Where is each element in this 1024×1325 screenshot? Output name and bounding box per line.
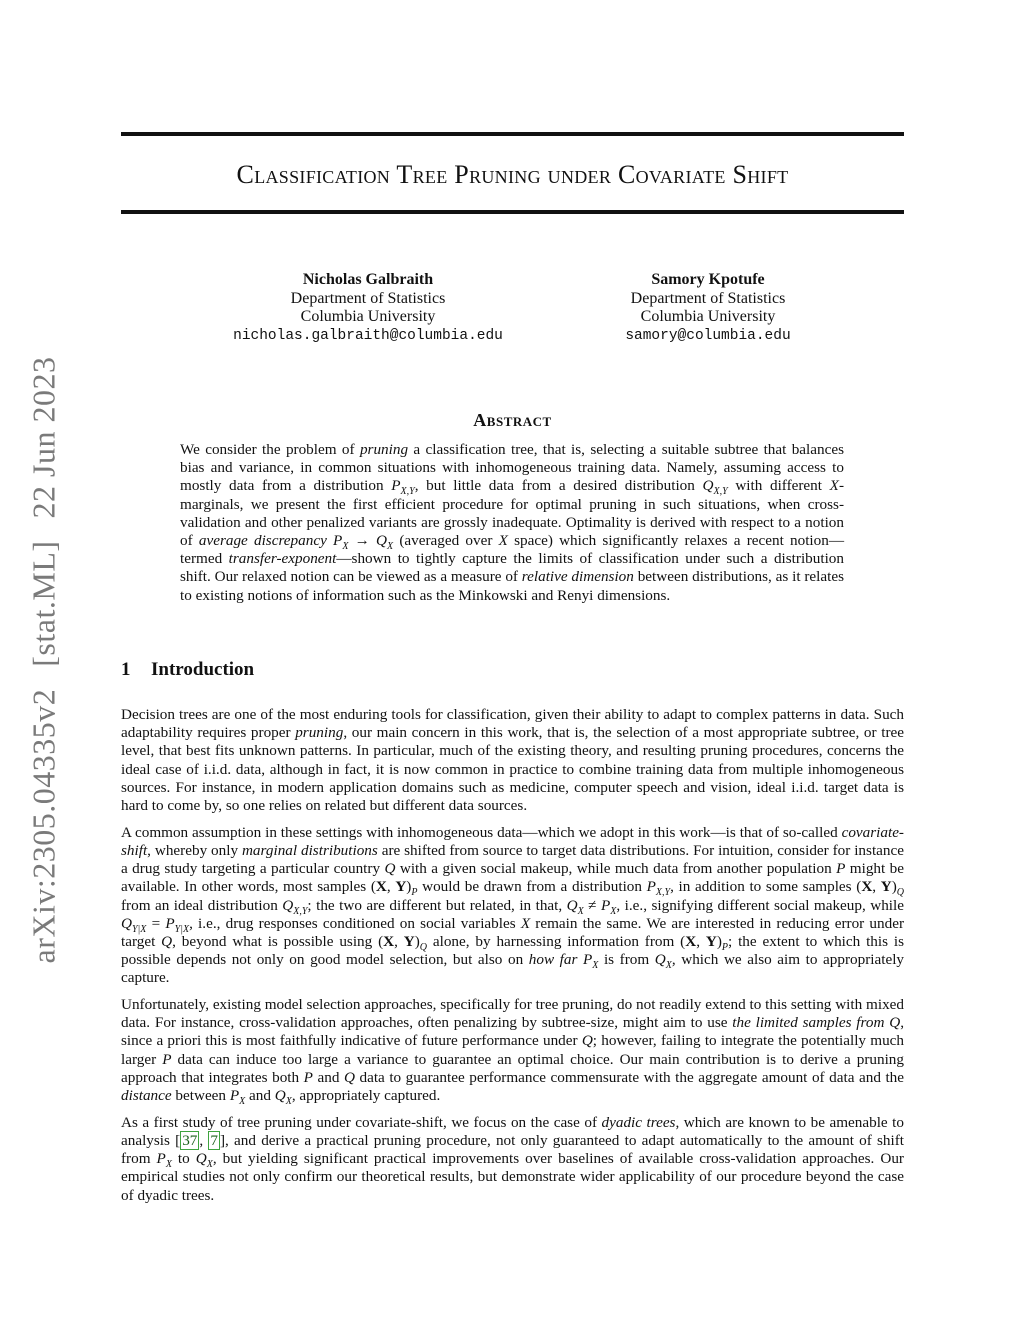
- section-heading: [121, 659, 254, 681]
- author-university: Columbia University: [640, 308, 776, 325]
- arxiv-date: 22 Jun 2023: [25, 356, 62, 519]
- title-rule-top: [121, 132, 904, 136]
- section-number: 1: [121, 659, 131, 680]
- paragraph: As a first study of tree pruning under covariate-shift, we focus on the case of dyadic trees, which are known to be amenable to analysis [ 37 , 7 ], and derive a practical pruning procedure, not only guaranteed to adapt automatically to the amount of shift from $P_X$ to $Q_X$, but yielding significant practical improvements over baselines of available cross-validation approaches. Our empirical studies not only confirm our theoretical results, but demonstrate wider applicability of our procedure beyond the case of dyadic trees.: [121, 1113, 904, 1204]
- paragraph: Unfortunately, existing model selection approaches, specifically for tree pruning, do not readily extend to this setting with mixed data. For instance, cross-validation approaches, often penalizing by subtree-size, might aim to use the limited samples from Q, since a priori this is most faithfully indicative of future performance under Q; however, failing to integrate the potentially much larger P data can induce too large a variance to guarantee an optimal choice. Our main contribution is to derive a pruning approach that integrates both P and Q data to guarantee performance commensurate with the aggregate amount of data and the distance between $P_X$ and $Q_X$, appropriately captured.: [121, 996, 905, 1108]
- author-email[interactable]: samory@columbia.edu: [625, 327, 791, 344]
- section-title: Introduction: [151, 659, 255, 680]
- citation-link[interactable]: 7: [210, 1131, 218, 1149]
- author-name: Samory Kpotufe: [651, 271, 765, 288]
- paragraph: Decision trees are one of the most enduring tools for classification, given their ability to adapt to complex patterns in data. Such adaptability requires proper pruning, our main concern in this work, that is, the selection of a most appropriate subtree, or tree level, that best fits unknown patterns. In particular, much of the existing theory, and resulting pruning procedures, concerns the ideal case of i.i.d. data, although in fact, it is now common in practice to combine training data from multiple inhomogeneous sources. For instance, in modern application domains such as medicine, computer speech and vision, ideal i.i.d. target data is hard to come by, so one relies on related but different data sources.: [121, 706, 904, 815]
- paragraph: A common assumption in these settings with inhomogeneous data—which we adopt in this work—is that of so-called covariate-shift, whereby only marginal distributions are shifted from source to target data distributions. For intuition, consider for instance a drug study targeting a particular country Q with a given social makeup, while much data from another population P might be available. In other words, most samples (X, $Y)_P$ would be drawn from a distribution $P_{X,Y}$, in addition to some samples (X, $Y)_Q$ from an ideal distribution $Q_{X,Y}$; the two are different but related, in that, $Q_X \ne P_X$, i.e., signifying different social makeup, while $Q_{Y|X} = P_{Y|X}$, i.e., drug responses conditioned on social variables X remain the same. We are interested in reducing error under target Q, beyond what is possible using (X, $Y)_Q$ alone, by harnessing information from (X, $Y)_P$; the extent to which this is possible depends not only on good model selection, but also on how far $P_X$ is from $Q_X$, which we also aim to appropriately capture.: [121, 823, 905, 987]
- author-department: Department of Statistics: [630, 289, 786, 307]
- arxiv-category: [stat.ML]: [25, 540, 62, 667]
- author-email[interactable]: nicholas.galbraith@columbia.edu: [233, 327, 503, 344]
- citation-link[interactable]: 37: [182, 1131, 198, 1149]
- author-university: Columbia University: [300, 308, 436, 325]
- author-block-2: [558, 271, 858, 345]
- introduction-body: [121, 706, 904, 1213]
- arxiv-id: arXiv:2305.04335v2: [25, 688, 62, 964]
- abstract-text: We consider the problem of pruning a classification tree, that is, selecting a suitable subtree that balances bias and variance, in common situations with inhomogeneous training data. Namely, assuming access to mostly data from a distribution $P_{X,Y}$, but little data from a desired distribution $Q_{X,Y}$ with different X-marginals, we present the first efficient procedure for optimal pruning in such situations, when cross-validation and other penalized variants are grossly inadequate. Optimality is derived with respect to a notion of average discrepancy $P_X \to Q_X$ (averaged over X space) which significantly relaxes a recent notion—termed transfer-exponent—shown to tightly capture the limits of classification under such a distribution shift. Our relaxed notion can be viewed as a measure of relative dimension between distributions, as it relates to existing notions of information such as the Minkowski and Renyi dimensions.: [180, 441, 845, 604]
- author-department: Department of Statistics: [290, 289, 446, 307]
- abstract-heading: Abstract: [473, 410, 552, 430]
- author-name: Nicholas Galbraith: [302, 271, 434, 288]
- paper-title: Classification Tree Pruning under Covariate Shift: [236, 160, 789, 189]
- title-rule-bottom: [121, 210, 904, 214]
- author-block-1: [218, 271, 518, 345]
